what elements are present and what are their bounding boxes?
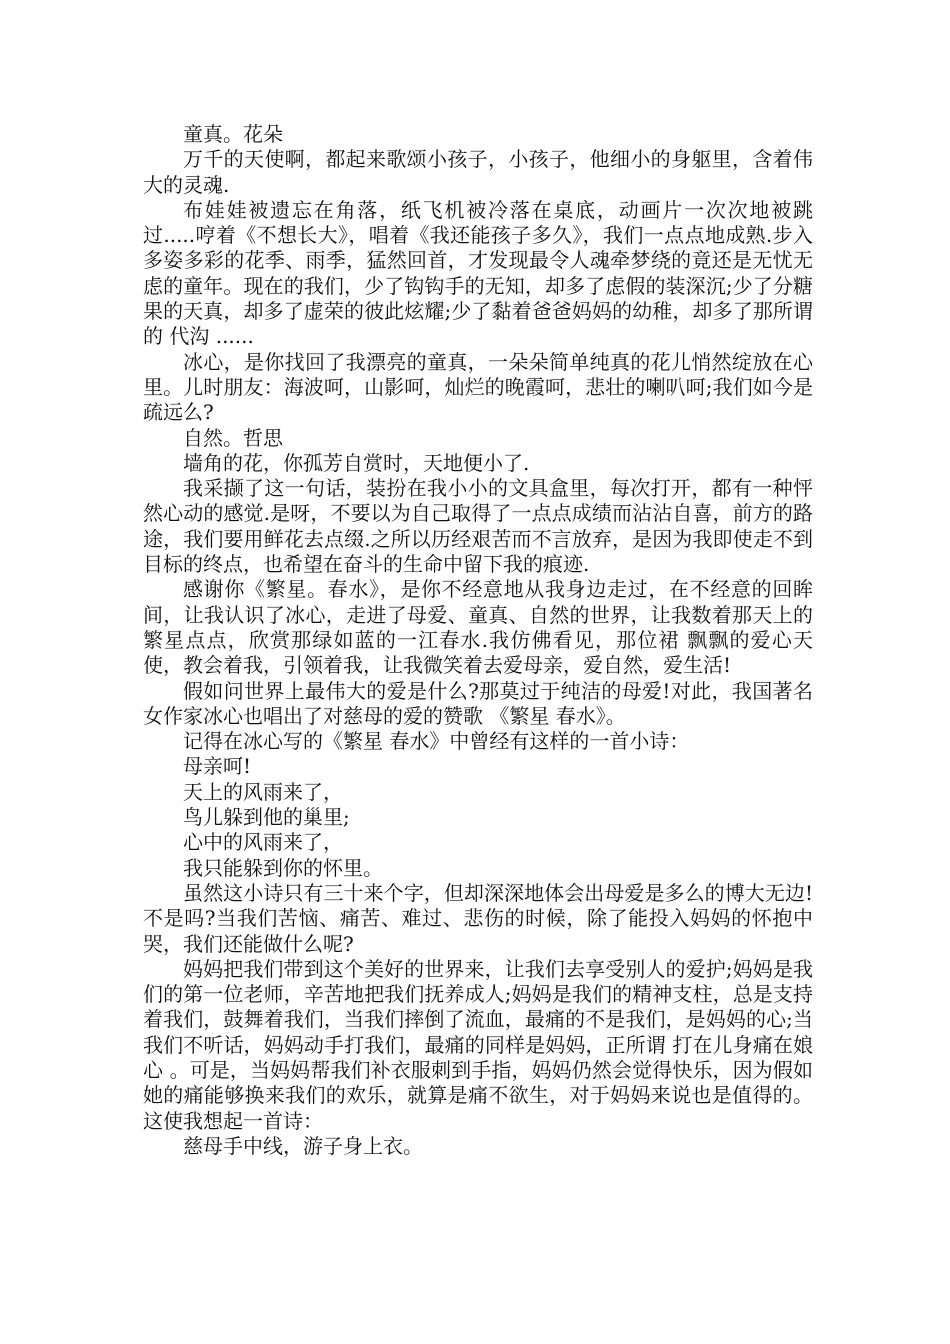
- poem-line-2: 天上的风雨来了，: [183, 779, 343, 804]
- paragraph-remember-poem: 记得在冰心写的《繁星 春水》中曾经有这样的一首小诗：: [183, 729, 690, 754]
- paragraph-stationery: 我采撷了这一句话，装扮在我小小的文具盒里，每次打开，都有一种怦然心动的感觉.是呀，不要以为自己取得了一点点成绩而沾沾自喜，前方的路途，我们要用鲜花去点缀.之所以历经艰苦而不言放弃，是因为我即使走不到目标的终点，也希望在奋斗的生命中留下我的痕迹.: [143, 476, 813, 577]
- paragraph-angels: 万千的天使啊，都起来歌颂小孩子，小孩子，他细小的身躯里，含着伟大的灵魂.: [143, 147, 813, 197]
- poem-line-4: 心中的风雨来了，: [183, 830, 343, 855]
- paragraph-mother: 妈妈把我们带到这个美好的世界来，让我们去享受别人的爱护;妈妈是我们的第一位老师，辛苦地把我们抚养成人;妈妈是我们的精神支柱，总是支持着我们，鼓舞着我们，当我们摔倒了流血，最痛的不是我们，是妈妈的心;当我们不听话，妈妈动手打我们，最痛的同样是妈妈，正所谓 打在儿身痛在娘心 。可是，当妈妈帮我们补衣服刺到手指，妈妈仍然会觉得快乐，因为假如她的痛能够换来我们的欢乐，就算是痛不欲生，对于妈妈来说也是值得的。这使我想起一首诗：: [143, 956, 813, 1133]
- heading-childhood-flowers: 童真。花朵: [183, 122, 283, 146]
- poem-line-5: 我只能躲到你的怀里。: [183, 855, 383, 880]
- heading-nature-philosophy: 自然。哲思: [183, 425, 283, 450]
- document-body: [143, 122, 813, 1159]
- poem-line-3: 鸟儿躲到他的巢里;: [183, 805, 350, 830]
- paragraph-wall-flower: 墙角的花，你孤芳自赏时，天地便小了.: [183, 450, 530, 475]
- paragraph-bingxin: 冰心，是你找回了我漂亮的童真，一朵朵简单纯真的花儿悄然绽放在心里。儿时朋友：海波呵，山影呵，灿烂的晚霞呵，悲壮的喇叭呵;我们如今是疏远么?: [143, 349, 813, 425]
- poem-line-1: 母亲呵!: [183, 754, 252, 779]
- poem-line-cimu: 慈母手中线，游子身上衣。: [183, 1133, 423, 1158]
- paragraph-greatest-love: 假如问世界上最伟大的爱是什么?那莫过于纯洁的母爱!对此，我国著名女作家冰心也唱出了对慈母的爱的赞歌 《繁星 春水》。: [143, 678, 813, 728]
- paragraph-dolls: 布娃娃被遗忘在角落，纸飞机被冷落在桌底，动画片一次次地被跳过.....哼着《不想长大》，唱着《我还能孩子多久》，我们一点点地成熟.步入多姿多彩的花季、雨季，猛然回首，才发现最令人魂牵梦绕的竟还是无忧无虑的童年。现在的我们，少了钩钩手的无知，却多了虑假的装深沉;少了分糖果的天真，却多了虚荣的彼此炫耀;少了黏着爸爸妈妈的幼稚，却多了那所谓的 代沟 ......: [143, 197, 813, 349]
- paragraph-short-poem: 虽然这小诗只有三十来个字，但却深深地体会出母爱是多么的博大无边!不是吗?当我们苦恼、痛苦、难过、悲伤的时候，除了能投入妈妈的怀抱中哭，我们还能做什么呢?: [143, 880, 813, 956]
- paragraph-thanks: 感谢你《繁星。春水》，是你不经意地从我身边走过，在不经意的回眸间，让我认识了冰心，走进了母爱、童真、自然的世界，让我数着那天上的繁星点点，欣赏那绿如蓝的一江春水.我仿佛看见，那位裙 飘飘的爱心天使，教会着我，引领着我，让我微笑着去爱母亲，爱自然，爱生活!: [143, 577, 813, 678]
